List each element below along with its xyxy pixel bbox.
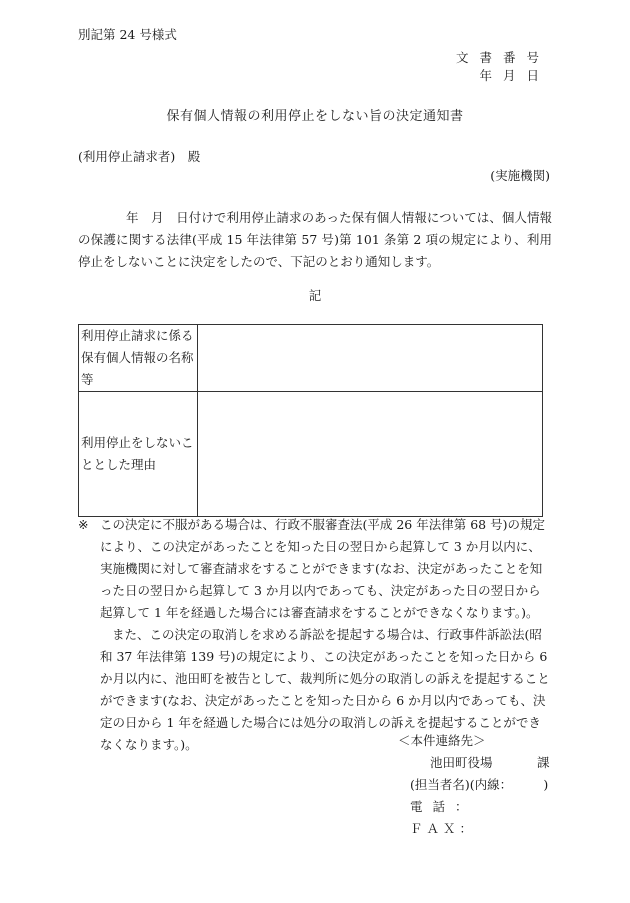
table-row bbox=[79, 392, 543, 517]
date-label: 年月日 bbox=[479, 68, 550, 83]
ki-heading: 記 bbox=[308, 288, 322, 303]
form-number: 別記第 24 号様式 bbox=[78, 27, 177, 42]
contact-person: (担当者名)(内線： ) bbox=[410, 777, 549, 792]
contact-tel: 電話： bbox=[410, 799, 478, 814]
document-number-label: 文書番号 bbox=[455, 50, 550, 65]
table-value-info-name bbox=[198, 325, 543, 392]
document-title: 保有個人情報の利用停止をしない旨の決定通知書 bbox=[166, 109, 464, 124]
contact-office: 池田町役場 bbox=[430, 755, 493, 770]
contact-block bbox=[0, 735, 630, 875]
contact-section: 課 bbox=[537, 755, 550, 770]
info-table bbox=[78, 324, 543, 517]
table-row bbox=[79, 325, 543, 392]
note-paragraph-lawsuit: また、この決定の取消しを求める訴訟を提起する場合は、行政事件訴訟法(昭和 37 年法律第 139 号)の規定により、この決定があったことを知った日から 6 か月以内に、池田町を被告として、裁判所に処分の取消しの訴えを提起することができます(なお、決定があったことを知った日から 6 か月以内であっても、決定の日から 1 年を経過した場合には処分の取消しの訴えを提起することができなくなります。)。 bbox=[100, 627, 550, 752]
appeal-note bbox=[78, 514, 552, 756]
table-label-info-name: 利用停止請求に係る保有個人情報の名称等 bbox=[79, 325, 198, 392]
note-paragraph-review: この決定に不服がある場合は、行政不服審査法(平成 26 年法律第 68 号)の規定により、この決定があったことを知った日の翌日から起算して 3 か月以内に、実施機関に対して審査請求をすることができます(なお、決定があったことを知った日の翌日から起算して 3 か月以内であっても、決定があった日の翌日から起算して 1 年を経過した場合には審査請求をすることができなくなります。)。 bbox=[100, 517, 545, 620]
table-value-reason bbox=[198, 392, 543, 517]
body-paragraph: 年 月 日付けで利用停止請求のあった保有個人情報については、個人情報の保護に関する法律(平成 15 年法律第 57 号)第 101 条第 2 項の規定により、利用停止をしないことに決定をしたので、下記のとおり通知します。 bbox=[78, 210, 552, 269]
issuing-agency: (実施機関) bbox=[490, 168, 550, 183]
contact-fax: ＦＡＸ： bbox=[410, 821, 477, 836]
contact-heading: ＜本件連絡先＞ bbox=[398, 733, 486, 748]
note-mark: ※ bbox=[78, 517, 89, 532]
addressee: (利用停止請求者) 殿 bbox=[78, 149, 201, 164]
table-label-reason: 利用停止をしないこととした理由 bbox=[79, 392, 198, 517]
